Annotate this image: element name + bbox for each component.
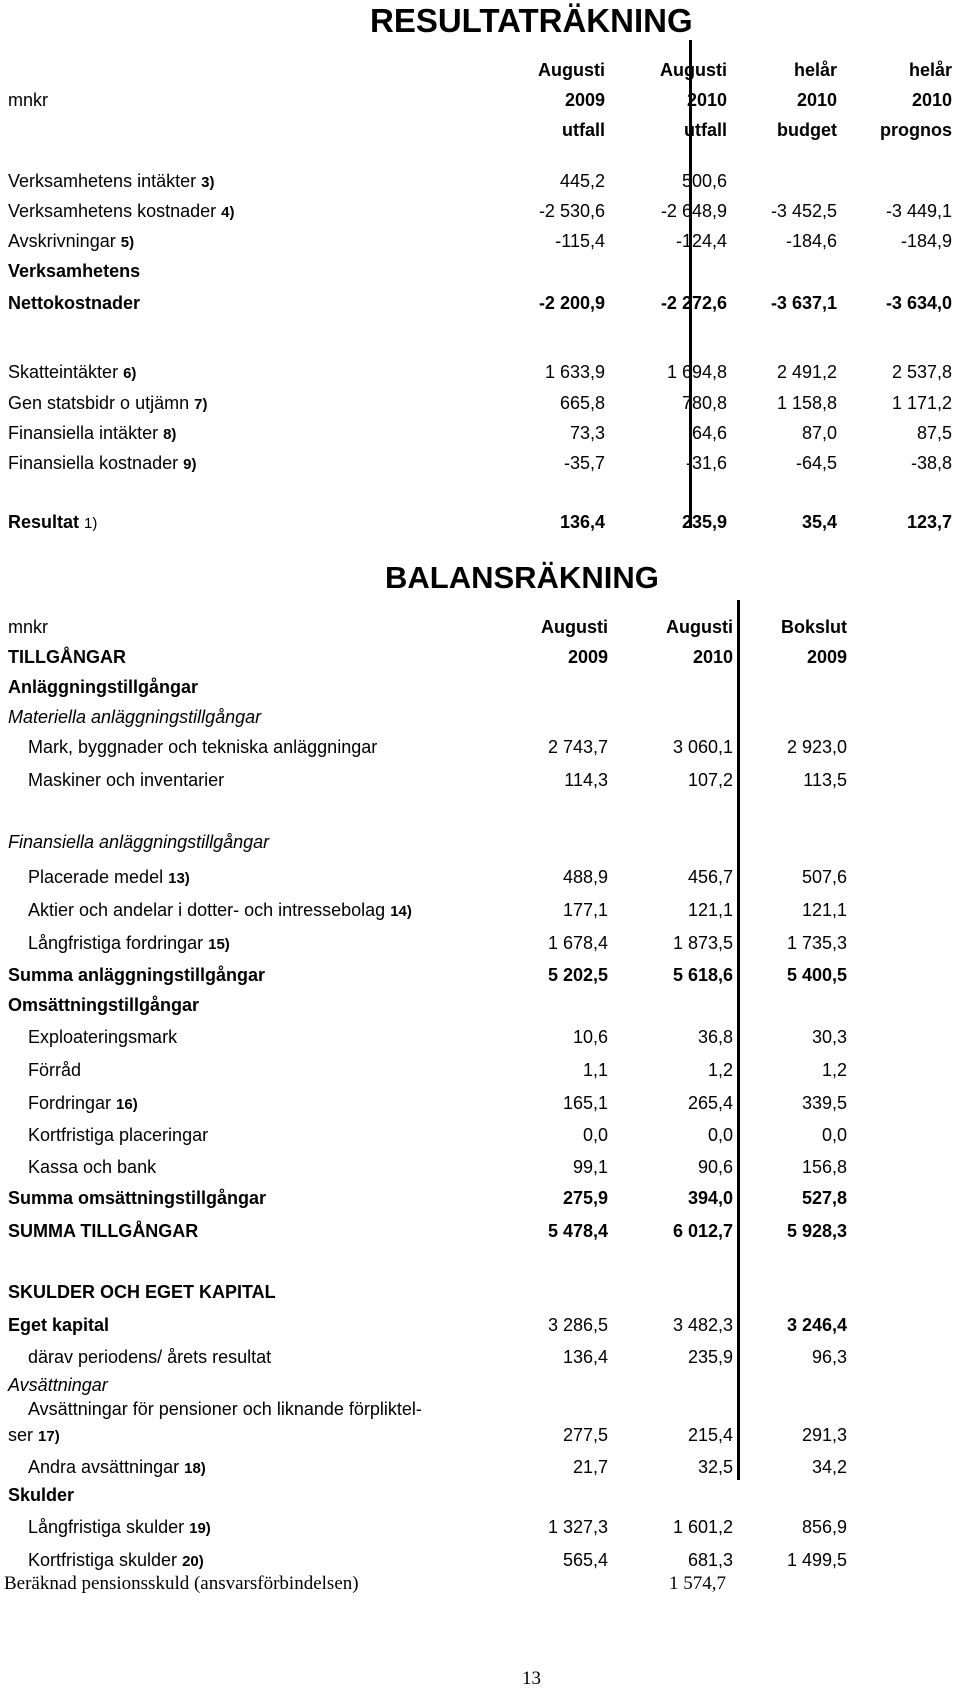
value-cell: -184,9	[900, 231, 952, 251]
table-row	[0, 288, 960, 318]
note-ref: 1)	[84, 515, 98, 532]
value-cell: 0,0	[582, 1125, 608, 1145]
value-cell: 87,0	[801, 423, 837, 443]
row-label: Skulder	[8, 1485, 75, 1505]
note-ref: 9)	[183, 456, 197, 473]
value-cell: 277,5	[562, 1425, 608, 1445]
value-cell: 0,0	[821, 1125, 847, 1145]
table-row	[0, 418, 960, 448]
note-ref: 7)	[194, 396, 208, 413]
value-cell: 681,3	[687, 1550, 733, 1570]
table-row	[0, 862, 960, 892]
value-cell: 6 012,7	[672, 1221, 733, 1241]
row-label: TILLGÅNGAR	[8, 647, 126, 667]
value-cell: 90,6	[697, 1157, 733, 1177]
header-cell: 2009	[806, 647, 847, 667]
value-cell: 114,3	[564, 770, 608, 790]
value-cell: 215,4	[687, 1425, 733, 1445]
row-label: Skatteintäkter	[8, 362, 119, 382]
value-cell: 665,8	[559, 393, 605, 413]
table-row	[0, 1022, 960, 1052]
row-label: Avsättningar för pensioner och liknande förpliktel-	[28, 1399, 422, 1419]
unit-label: mnkr	[8, 617, 48, 637]
value-cell: 30,3	[811, 1027, 847, 1047]
table-row	[0, 357, 960, 387]
table-row	[0, 448, 960, 478]
value-cell: 456,7	[687, 867, 733, 887]
income-statement-title: RESULTATRÄKNING	[370, 2, 693, 39]
value-cell: 73,3	[569, 423, 605, 443]
row-label: Fordringar	[28, 1093, 112, 1113]
note-ref: 8)	[163, 426, 177, 443]
table-row	[0, 1342, 960, 1372]
table-row	[0, 765, 960, 795]
value-cell: 1 601,2	[672, 1517, 733, 1537]
table-row	[0, 388, 960, 418]
note-ref: 15)	[208, 936, 230, 953]
value-cell: 856,9	[801, 1517, 847, 1537]
row-label: Summa anläggningstillgångar	[8, 965, 266, 985]
row-label: Kortfristiga skulder	[28, 1550, 178, 1570]
row-label: Resultat	[8, 512, 80, 532]
value-cell: 500,6	[681, 171, 727, 191]
value-cell: 1,2	[707, 1060, 733, 1080]
value-cell: 36,8	[697, 1027, 733, 1047]
header-cell: Augusti	[666, 617, 733, 637]
row-label: Kortfristiga placeringar	[28, 1125, 209, 1145]
table-row	[0, 166, 960, 196]
value-cell: 565,4	[562, 1550, 608, 1570]
note-ref: 4)	[221, 204, 235, 221]
value-cell: 5 478,4	[547, 1221, 608, 1241]
row-label: Verksamhetens	[8, 261, 141, 281]
value-cell: 121,1	[687, 900, 733, 920]
rr-header-row-3	[0, 115, 960, 145]
table-row	[0, 702, 960, 732]
header-cell: helår	[793, 60, 837, 80]
table-row	[0, 1480, 960, 1510]
row-label: Finansiella anläggningstillgångar	[8, 832, 270, 852]
table-row	[0, 1277, 960, 1307]
value-cell: 1 735,3	[786, 933, 847, 953]
note-ref: 17)	[38, 1428, 60, 1445]
value-cell: -184,6	[785, 231, 837, 251]
row-label: därav periodens/ årets resultat	[28, 1347, 272, 1367]
table-row	[0, 1120, 960, 1150]
value-cell: 1 158,8	[776, 393, 837, 413]
row-label: Förråd	[28, 1060, 82, 1080]
value-cell: -3 452,5	[770, 201, 837, 221]
table-row	[0, 960, 960, 990]
value-cell: 64,6	[691, 423, 727, 443]
value-cell: 235,9	[687, 1347, 733, 1367]
value-cell: -31,6	[685, 453, 727, 473]
row-label: Andra avsättningar	[28, 1457, 180, 1477]
table-row	[0, 1055, 960, 1085]
value-cell: 445,2	[559, 171, 605, 191]
row-label: Placerade medel	[28, 867, 164, 887]
header-cell: 2010	[686, 90, 727, 110]
value-cell: 136,4	[559, 512, 605, 532]
table-row	[0, 1512, 960, 1542]
balance-sheet-title: BALANSRÄKNING	[385, 560, 659, 595]
value-cell: -38,8	[910, 453, 952, 473]
row-label: Aktier och andelar i dotter- och intressebolag	[28, 900, 386, 920]
row-label: Exploateringsmark	[28, 1027, 178, 1047]
header-cell: utfall	[684, 120, 727, 140]
row-label: Gen statsbidr o utjämn	[8, 393, 190, 413]
header-cell: Augusti	[538, 60, 605, 80]
value-cell: -3 449,1	[885, 201, 952, 221]
value-cell: 5 618,6	[672, 965, 733, 985]
value-cell: 10,6	[572, 1027, 608, 1047]
value-cell: 488,9	[562, 867, 608, 887]
header-cell: prognos	[880, 120, 952, 140]
header-cell: helår	[908, 60, 952, 80]
row-label: Finansiella kostnader	[8, 453, 179, 473]
value-cell: 87,5	[916, 423, 952, 443]
rr-header-row-1	[0, 55, 960, 85]
value-cell: -124,4	[675, 231, 727, 251]
row-label: Kassa och bank	[28, 1157, 157, 1177]
value-cell: 99,1	[572, 1157, 608, 1177]
note-ref: 6)	[123, 365, 137, 382]
table-row	[0, 1420, 960, 1450]
value-cell: 3 286,5	[547, 1315, 608, 1335]
table-row	[0, 1452, 960, 1482]
value-cell: 136,4	[562, 1347, 608, 1367]
table-row	[0, 1545, 960, 1575]
value-cell: 1,2	[821, 1060, 847, 1080]
header-cell: Bokslut	[780, 617, 847, 637]
value-cell: 156,8	[801, 1157, 847, 1177]
row-label: ser	[8, 1425, 34, 1445]
value-cell: 2 537,8	[891, 362, 952, 382]
value-cell: -115,4	[555, 231, 605, 251]
table-row	[0, 827, 960, 857]
row-label: Materiella anläggningstillgångar	[8, 707, 262, 727]
note-ref: 14)	[390, 903, 412, 920]
table-row	[0, 642, 960, 672]
table-row	[0, 990, 960, 1020]
value-cell: 235,9	[681, 512, 727, 532]
table-row	[0, 1310, 960, 1340]
value-cell: 5 400,5	[786, 965, 847, 985]
row-label: Finansiella intäkter	[8, 423, 159, 443]
value-cell: 5 202,5	[547, 965, 608, 985]
value-cell: 1 694,8	[666, 362, 727, 382]
value-cell: -35,7	[563, 453, 605, 473]
row-label: Verksamhetens intäkter	[8, 171, 197, 191]
table-row	[0, 928, 960, 958]
page-number: 13	[522, 1668, 541, 1689]
rr-header-row-2	[0, 85, 960, 115]
value-cell: 165,1	[562, 1093, 608, 1113]
value-cell: 394,0	[687, 1188, 733, 1208]
row-label: Långfristiga fordringar	[28, 933, 204, 953]
value-cell: 2 923,0	[786, 737, 847, 757]
value-cell: -2 200,9	[538, 293, 605, 313]
row-label: SKULDER OCH EGET KAPITAL	[8, 1282, 276, 1302]
value-cell: -3 637,1	[770, 293, 837, 313]
value-cell: 35,4	[801, 512, 837, 532]
value-cell: 123,7	[906, 512, 952, 532]
value-cell: 121,1	[801, 900, 847, 920]
value-cell: 1 327,3	[547, 1517, 608, 1537]
value-cell: -2 272,6	[660, 293, 727, 313]
row-label: Summa omsättningstillgångar	[8, 1188, 267, 1208]
header-cell: 2009	[567, 647, 608, 667]
table-row	[0, 1152, 960, 1182]
value-cell: 1 633,9	[544, 362, 605, 382]
value-cell: 1,1	[582, 1060, 608, 1080]
value-cell: 3 060,1	[672, 737, 733, 757]
row-label: Mark, byggnader och tekniska anläggningar	[28, 737, 378, 757]
value-cell: 1 873,5	[672, 933, 733, 953]
row-label: Eget kapital	[8, 1315, 110, 1335]
note-ref: 20)	[182, 1553, 204, 1570]
value-cell: 113,5	[803, 770, 847, 790]
note-ref: 3)	[201, 174, 215, 191]
note-ref: 13)	[168, 870, 190, 887]
pension-liability-value: 1 574,7	[669, 1573, 726, 1594]
header-cell: 2010	[692, 647, 733, 667]
row-label: Omsättningstillgångar	[8, 995, 200, 1015]
value-cell: 34,2	[811, 1457, 847, 1477]
header-cell: Augusti	[660, 60, 727, 80]
value-cell: 2 743,7	[547, 737, 608, 757]
value-cell: -3 634,0	[885, 293, 952, 313]
value-cell: 32,5	[697, 1457, 733, 1477]
row-label: Anläggningstillgångar	[8, 677, 199, 697]
note-ref: 19)	[189, 1520, 211, 1537]
table-row	[0, 507, 960, 537]
value-cell: 527,8	[801, 1188, 847, 1208]
note-ref: 18)	[184, 1460, 206, 1477]
value-cell: 275,9	[562, 1188, 608, 1208]
value-cell: 2 491,2	[776, 362, 837, 382]
table-row	[0, 895, 960, 925]
value-cell: 3 482,3	[672, 1315, 733, 1335]
header-cell: 2010	[911, 90, 952, 110]
table-row	[0, 732, 960, 762]
value-cell: 0,0	[707, 1125, 733, 1145]
pension-liability-label: Beräknad pensionsskuld (ansvarsförbindelsen)	[4, 1573, 359, 1594]
value-cell: 3 246,4	[786, 1315, 847, 1335]
value-cell: 107,2	[687, 770, 733, 790]
row-label: SUMMA TILLGÅNGAR	[8, 1221, 199, 1241]
table-row	[0, 1183, 960, 1213]
value-cell: 1 678,4	[547, 933, 608, 953]
value-cell: 21,7	[572, 1457, 608, 1477]
table-row	[0, 672, 960, 702]
value-cell: -2 530,6	[538, 201, 605, 221]
value-cell: 780,8	[681, 393, 727, 413]
note-ref: 16)	[116, 1096, 138, 1113]
value-cell: 507,6	[801, 867, 847, 887]
row-label: Nettokostnader	[8, 293, 141, 313]
note-ref: 5)	[120, 234, 135, 251]
unit-label: mnkr	[8, 90, 48, 110]
header-cell: 2009	[564, 90, 605, 110]
header-cell: utfall	[562, 120, 605, 140]
row-label: Avskrivningar	[8, 231, 116, 251]
value-cell: 177,1	[562, 900, 608, 920]
header-cell: budget	[777, 120, 837, 140]
row-label: Maskiner och inventarier	[28, 770, 225, 790]
value-cell: 1 499,5	[786, 1550, 847, 1570]
value-cell: 1 171,2	[891, 393, 952, 413]
header-cell: Augusti	[541, 617, 608, 637]
row-label: Avsättningar	[8, 1375, 108, 1395]
header-cell: 2010	[796, 90, 837, 110]
value-cell: -64,5	[795, 453, 837, 473]
value-cell: 339,5	[801, 1093, 847, 1113]
table-row	[0, 1088, 960, 1118]
table-row	[0, 226, 960, 256]
bs-header-row-1	[0, 612, 960, 642]
table-row	[0, 196, 960, 226]
value-cell: 265,4	[687, 1093, 733, 1113]
value-cell: -2 648,9	[660, 201, 727, 221]
row-label: Långfristiga skulder	[28, 1517, 185, 1537]
value-cell: 291,3	[801, 1425, 847, 1445]
table-row	[0, 1216, 960, 1246]
value-cell: 96,3	[811, 1347, 847, 1367]
table-row	[0, 256, 960, 286]
row-label: Verksamhetens kostnader	[8, 201, 217, 221]
value-cell: 5 928,3	[786, 1221, 847, 1241]
